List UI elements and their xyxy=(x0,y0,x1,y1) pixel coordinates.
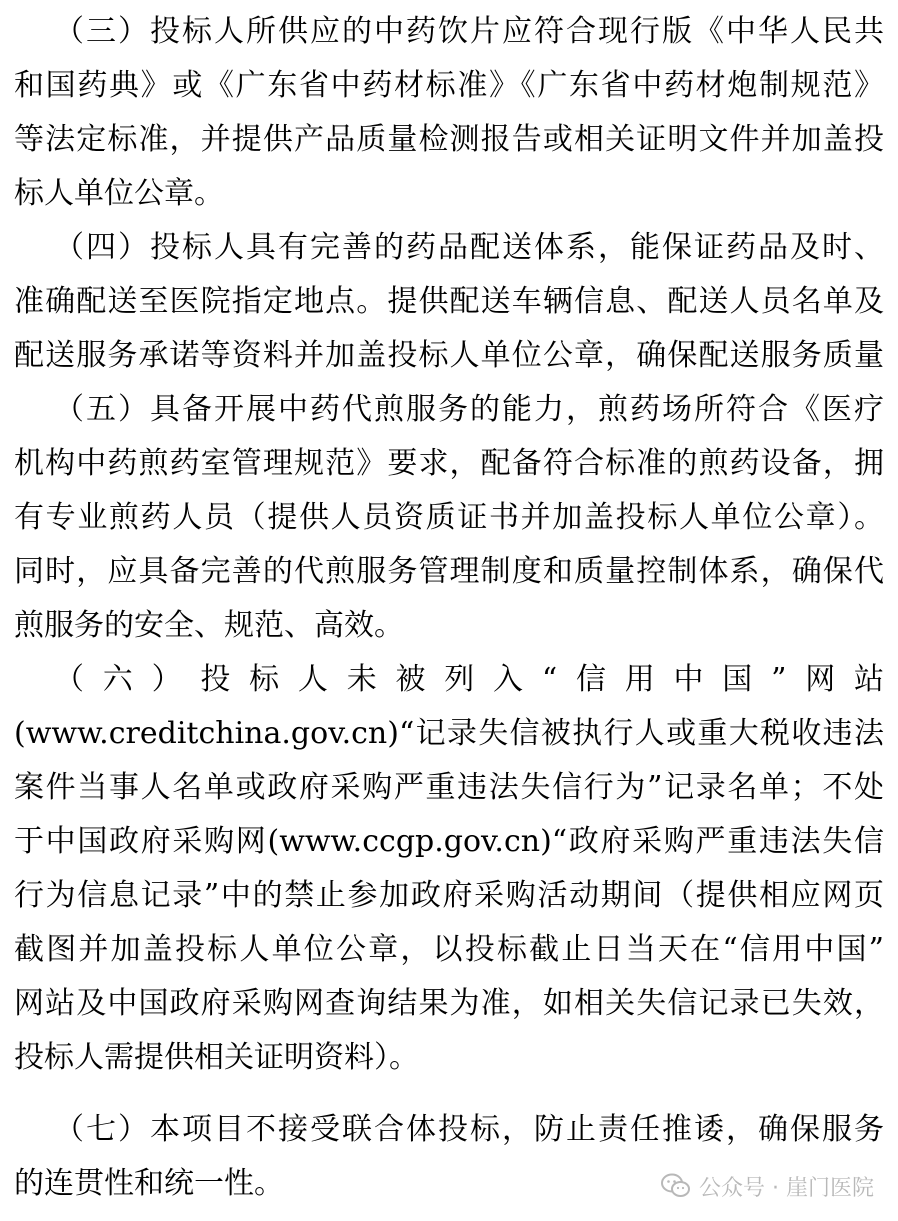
paragraph-5-line-3: 有专业煎药人员（提供人员资质证书并加盖投标人单位公章）。 xyxy=(14,500,884,535)
paragraph-7-line-2: 的连贯性和统一性。 xyxy=(14,1166,284,1201)
paragraph-7-line-1: （七）本项目不接受联合体投标，防止责任推诿，确保服务 xyxy=(54,1112,884,1147)
paragraph-5-line-2: 机构中药煎药室管理规范》要求，配备符合标准的煎药设备，拥 xyxy=(14,446,884,481)
paragraph-6-line-5: 行为信息记录”中的禁止参加政府采购活动期间（提供相应网页 xyxy=(14,878,884,913)
paragraph-4-line-1: （四）投标人具有完善的药品配送体系，能保证药品及时、 xyxy=(54,230,884,265)
paragraph-6-line-2: (www.creditchina.gov.cn)“记录失信被执行人或重大税收违法 xyxy=(14,716,884,751)
paragraph-4-line-3: 配送服务承诺等资料并加盖投标人单位公章，确保配送服务质量 xyxy=(14,338,884,373)
wechat-icon xyxy=(661,1173,691,1199)
paragraph-6-line-6: 截图并加盖投标人单位公章，以投标截止日当天在“信用中国” xyxy=(14,932,884,967)
paragraph-3-line-3: 等法定标准，并提供产品质量检测报告或相关证明文件并加盖投 xyxy=(14,122,884,157)
paragraph-6-line-7: 网站及中国政府采购网查询结果为准，如相关失信记录已失效， xyxy=(14,986,884,1021)
paragraph-3-line-1: （三）投标人所供应的中药饮片应符合现行版《中华人民共 xyxy=(54,14,884,49)
watermark xyxy=(661,1168,874,1204)
paragraph-3-line-2: 和国药典》或《广东省中药材标准》《广东省中药材炮制规范》 xyxy=(14,68,884,103)
paragraph-4-line-2: 准确配送至医院指定地点。提供配送车辆信息、配送人员名单及 xyxy=(14,284,884,319)
paragraph-6-line-4: 于中国政府采购网(www.ccgp.gov.cn)“政府采购严重违法失信 xyxy=(14,824,884,859)
paragraph-6-line-8: 投标人需提供相关证明资料）。 xyxy=(14,1040,419,1075)
paragraph-6-line-1: （六）投标人未被列入“信用中国”网站 xyxy=(54,662,884,697)
paragraph-5-line-1: （五）具备开展中药代煎服务的能力，煎药场所符合《医疗 xyxy=(54,392,884,427)
paragraph-3-line-4: 标人单位公章。 xyxy=(14,176,224,211)
watermark-label: 公众号 · 崖门医院 xyxy=(699,1175,874,1201)
paragraph-5-line-4: 同时，应具备完善的代煎服务管理制度和质量控制体系，确保代 xyxy=(14,554,884,589)
paragraph-5-line-5: 煎服务的安全、规范、高效。 xyxy=(14,608,404,643)
paragraph-6-line-3: 案件当事人名单或政府采购严重违法失信行为”记录名单；不处 xyxy=(14,770,884,805)
